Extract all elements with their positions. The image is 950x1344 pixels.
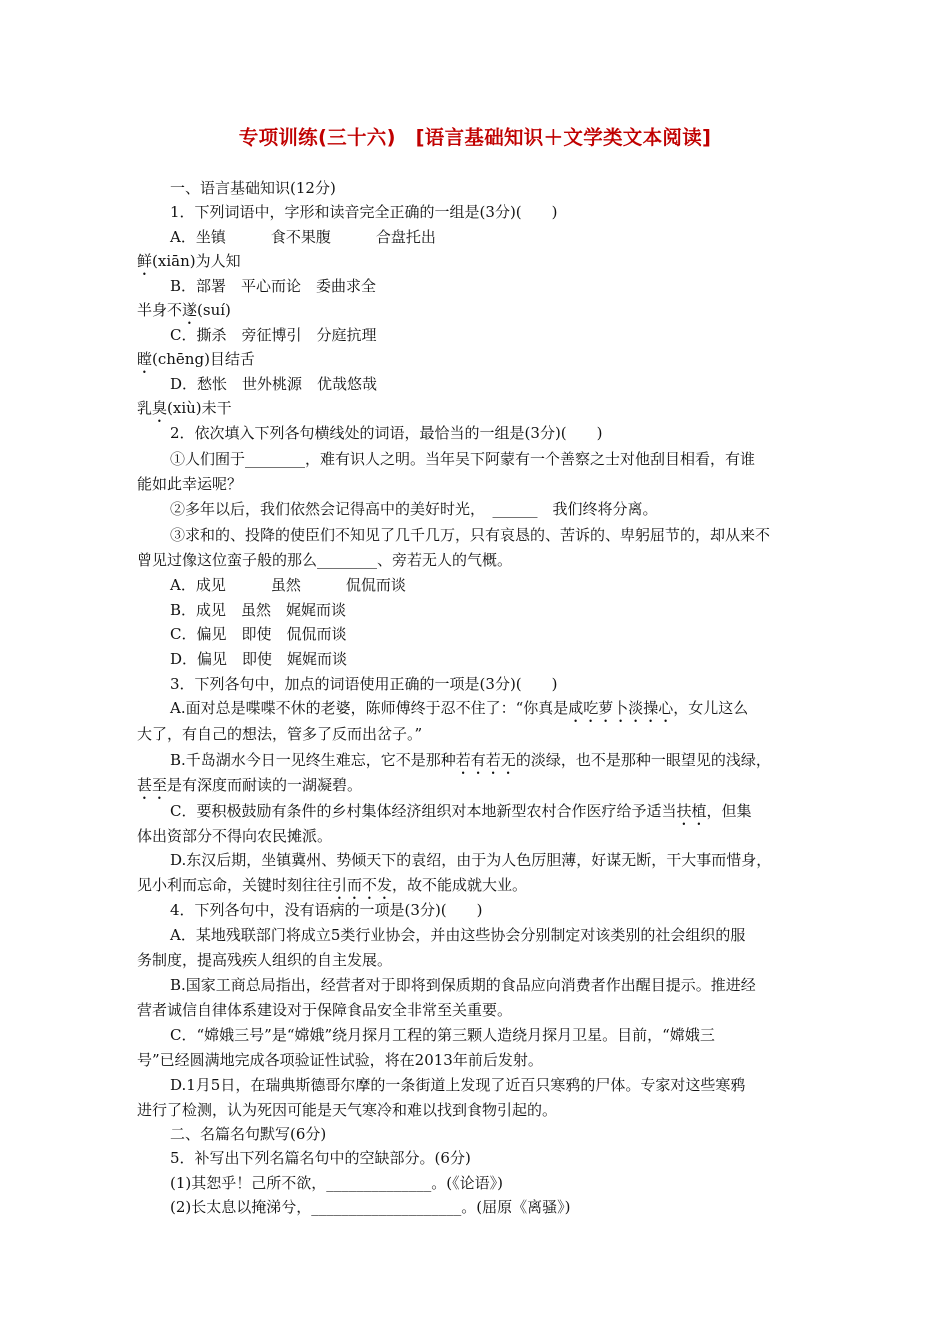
page-title: 专项训练(三十六) [语言基础知识＋文学类文本阅读]: [238, 126, 712, 149]
question-5-item-2: (2)长太息以掩涕兮，____________________。(屈原《离骚》): [170, 1198, 571, 1216]
pinyin-text: (suí): [197, 301, 231, 319]
question-1-option-b: B．部署 平心而论 委曲求全: [170, 277, 377, 295]
question-4-stem: 4．下列各句中，没有语病的一项是(3分)( ): [170, 901, 483, 919]
emphasis-dotted-phrase: 甚至: [137, 776, 168, 794]
question-2-sentence-1-cont: 能如此幸运呢？: [137, 475, 243, 493]
question-5-item-1: (1)其恕乎！己所不欲，______________。(《论语》): [170, 1174, 503, 1192]
question-2-sentence-3: ③求和的、投降的使臣们不知见了几千几万，只有哀恳的、苦诉的、卑躬屈节的，却从来不: [170, 526, 771, 544]
emphasis-dotted-phrase: 咸吃萝卜淡操心: [568, 699, 674, 717]
emphasis-dotted-char: 遂: [182, 301, 198, 319]
question-4-option-a-cont: 务制度，提高残疾人组织的自主发展。: [137, 951, 393, 969]
question-2-sentence-2: ②多年以后，我们依然会记得高中的美好时光， ______ 我们终将分离。: [170, 500, 658, 518]
question-4-option-c: C．“嫦娥三号”是“嫦娥”绕月探月工程的第三颗人造绕月探月卫星。目前，“嫦娥三: [170, 1026, 715, 1044]
question-3-option-b: [170, 750, 771, 778]
question-2-sentence-3-cont: 曾见过像这位蛮子般的那么________、旁若无人的气概。: [137, 551, 513, 569]
emphasis-dotted-char: 臭: [152, 399, 168, 417]
question-2-option-d: D．偏见 即使 娓娓而谈: [170, 650, 348, 668]
question-2-option-a: A．成见 虽然 侃侃而谈: [170, 576, 406, 594]
plain-text: 见小利而忘命，关键时刻往往: [137, 876, 333, 894]
section-heading-2: 二、名篇名句默写(6分): [170, 1125, 327, 1143]
plain-text: 的淡绿，也不是那种一眼望见的浅绿，: [515, 751, 771, 769]
question-2-stem: 2．依次填入下列各句横线处的词语，最恰当的一组是(3分)( ): [170, 424, 603, 442]
question-3-option-c: [170, 801, 752, 829]
pinyin-text: (xiù)未干: [167, 399, 232, 417]
question-4-option-a: A．某地残联部门将成立5类行业协会，并由这些协会分别制定对该类别的社会组织的服: [170, 926, 746, 944]
question-1-option-d-pinyin: [137, 398, 232, 426]
question-3-option-d: D.东汉后期，坐镇冀州、势倾天下的袁绍，由于为人色厉胆薄，好谋无断，干大事而惜身，: [170, 851, 772, 869]
emphasis-dotted-phrase: 扶植: [676, 802, 707, 820]
question-3-option-d-cont: [137, 875, 527, 903]
plain-text: B.千岛湖水今日一见终生难忘，它不是那种: [170, 751, 456, 769]
question-4-option-c-cont: 号”已经圆满地完成各项验证性试验，将在2013年前后发射。: [137, 1051, 543, 1069]
emphasis-dotted-phrase: 引而不发: [332, 876, 393, 894]
question-3-option-b-cont: [137, 775, 362, 803]
plain-text: ，女儿这么: [673, 699, 749, 717]
question-1-option-c: C．撕杀 旁征博引 分庭抗理: [170, 326, 377, 344]
question-2-option-c: C．偏见 即使 侃侃而谈: [170, 625, 347, 643]
plain-text: ，故不能成就大业。: [392, 876, 528, 894]
plain-text: 是有深度而耐读的一湖凝碧。: [167, 776, 363, 794]
plain-text: 乳: [137, 399, 153, 417]
question-4-option-d-cont: 进行了检测，认为死因可能是天气寒冷和难以找到食物引起的。: [137, 1101, 558, 1119]
plain-text: A.面对总是喋喋不休的老婆，陈师傅终于忍不住了：“你真是: [170, 699, 569, 717]
question-5-stem: 5．补写出下列名篇名句中的空缺部分。(6分): [170, 1149, 471, 1167]
question-1-option-b-pinyin: [137, 300, 231, 328]
question-1-option-c-pinyin: [137, 349, 255, 377]
emphasis-dotted-char: 瞠: [137, 350, 153, 368]
question-1-option-d: D．愁怅 世外桃源 优哉悠哉: [170, 375, 378, 393]
question-4-option-b: B.国家工商总局指出，经营者对于即将到保质期的食品应向消费者作出醒目提示。推进经: [170, 976, 756, 994]
question-3-stem: 3．下列各句中，加点的词语使用正确的一项是(3分)( ): [170, 675, 558, 693]
question-3-option-c-cont: 体出资部分不得向农民摊派。: [137, 827, 333, 845]
plain-text: 半身不: [137, 301, 183, 319]
question-4-option-d: D.1月5日，在瑞典斯德哥尔摩的一条街道上发现了近百只寒鸦的尸体。专家对这些寒鸦: [170, 1076, 746, 1094]
question-1-stem: 1．下列词语中，字形和读音完全正确的一组是(3分)( ): [170, 203, 558, 221]
emphasis-dotted-char: 鲜: [137, 252, 153, 270]
pinyin-text: (chēng)目结舌: [152, 350, 255, 368]
question-2-sentence-1: ①人们囿于________，难有识人之明。当年吴下阿蒙有一个善察之士对他刮目相看，有谁: [170, 450, 756, 468]
emphasis-dotted-phrase: 若有若无: [455, 751, 516, 769]
question-4-option-b-cont: 营者诚信自律体系建设对于保障食品安全非常至关重要。: [137, 1001, 513, 1019]
question-3-option-a: [170, 698, 748, 726]
question-1-option-a-pinyin: [137, 251, 241, 279]
question-2-option-b: B．成见 虽然 娓娓而谈: [170, 601, 347, 619]
pinyin-text: (xiān)为人知: [152, 252, 241, 270]
section-heading-1: 一、语言基础知识(12分): [170, 179, 336, 197]
question-1-option-a: A．坐镇 食不果腹 合盘托出: [170, 228, 436, 246]
plain-text: ，但集: [706, 802, 752, 820]
question-3-option-a-cont: 大了，有自己的想法，管多了反而出岔子。”: [137, 725, 423, 743]
plain-text: C．要积极鼓励有条件的乡村集体经济组织对本地新型农村合作医疗给予适当: [170, 802, 677, 820]
